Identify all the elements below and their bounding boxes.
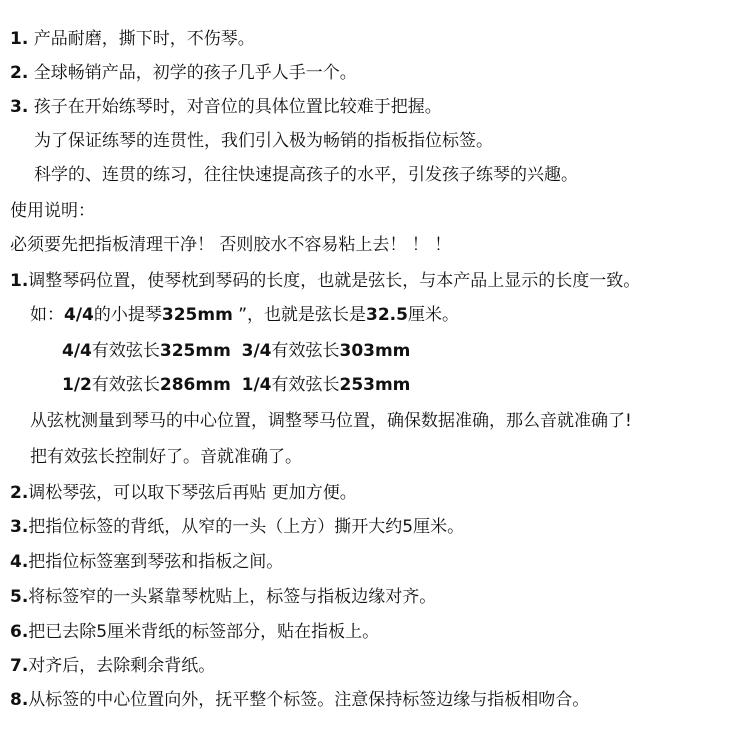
intro-line-4 (34, 130, 493, 152)
intro-number: 1. (10, 29, 29, 49)
step-1-note-1: 从弦枕测量到琴马的中心位置，调整琴马位置，确保数据准确，那么音就准确了! (30, 411, 632, 431)
step-number: 3. (10, 517, 29, 537)
step-number: 5. (10, 587, 29, 607)
step-1-example: 如：4/4的小提琴325mm ”，也就是弦长是32.5厘米。 (30, 305, 459, 325)
step-7 (10, 655, 215, 677)
step-3 (10, 516, 464, 538)
intro-line-2 (10, 62, 357, 84)
step-5 (10, 586, 436, 608)
intro-text: 孩子在开始练琴时，对音位的具体位置比较难于把握。 (28, 97, 442, 117)
intro-number: 2. (10, 63, 29, 83)
step-4 (10, 551, 283, 573)
step-number: 6. (10, 622, 29, 642)
intro-text: 全球畅销产品，初学的孩子几乎人手一个。 (28, 63, 357, 83)
intro-line-1 (10, 28, 255, 50)
step-text: 对齐后，去除剩余背纸。 (28, 656, 216, 676)
step-number: 1. (10, 271, 29, 291)
usage-title: 使用说明： (10, 201, 95, 221)
step-number: 2. (10, 483, 29, 503)
step-text: 调松琴弦，可以取下琴弦后再贴 更加方便。 (28, 483, 357, 503)
step-number: 8. (10, 690, 29, 710)
length-row-2: 1/2有效弦长286mm 1/4有效弦长253mm (62, 375, 411, 395)
intro-text: 科学的、连贯的练习，往往快速提高孩子的水平，引发孩子练琴的兴趣。 (34, 165, 578, 185)
step-6 (10, 621, 379, 643)
length-row-1: 4/4有效弦长325mm 3/4有效弦长303mm (62, 341, 411, 361)
step-text: 调整琴码位置，使琴枕到琴码的长度，也就是弦长，与本产品上显示的长度一致。 (28, 271, 641, 291)
step-text: 把指位标签的背纸，从窄的一头（上方）撕开大约5厘米。 (28, 517, 465, 537)
warning-text: 必须要先把指板清理干净！ 否则胶水不容易粘上去！ ！ ！ (10, 235, 452, 255)
step-1 (10, 270, 640, 292)
step-text: 将标签窄的一头紧靠琴枕贴上，标签与指板边缘对齐。 (28, 587, 437, 607)
step-1-note-2: 把有效弦长控制好了。音就准确了。 (30, 447, 302, 467)
intro-line-3 (10, 96, 442, 118)
step-number: 4. (10, 552, 29, 572)
step-text: 把指位标签塞到琴弦和指板之间。 (28, 552, 284, 572)
step-number: 7. (10, 656, 29, 676)
intro-number: 3. (10, 97, 29, 117)
step-text: 从标签的中心位置向外，抚平整个标签。注意保持标签边缘与指板相吻合。 (28, 690, 590, 710)
intro-line-5 (34, 164, 578, 186)
step-2 (10, 482, 357, 504)
step-8 (10, 689, 589, 711)
intro-text: 产品耐磨，撕下时，不伤琴。 (28, 29, 255, 49)
intro-text: 为了保证练琴的连贯性，我们引入极为畅销的指板指位标签。 (34, 131, 493, 151)
step-text: 把已去除5厘米背纸的标签部分，贴在指板上。 (28, 622, 380, 642)
